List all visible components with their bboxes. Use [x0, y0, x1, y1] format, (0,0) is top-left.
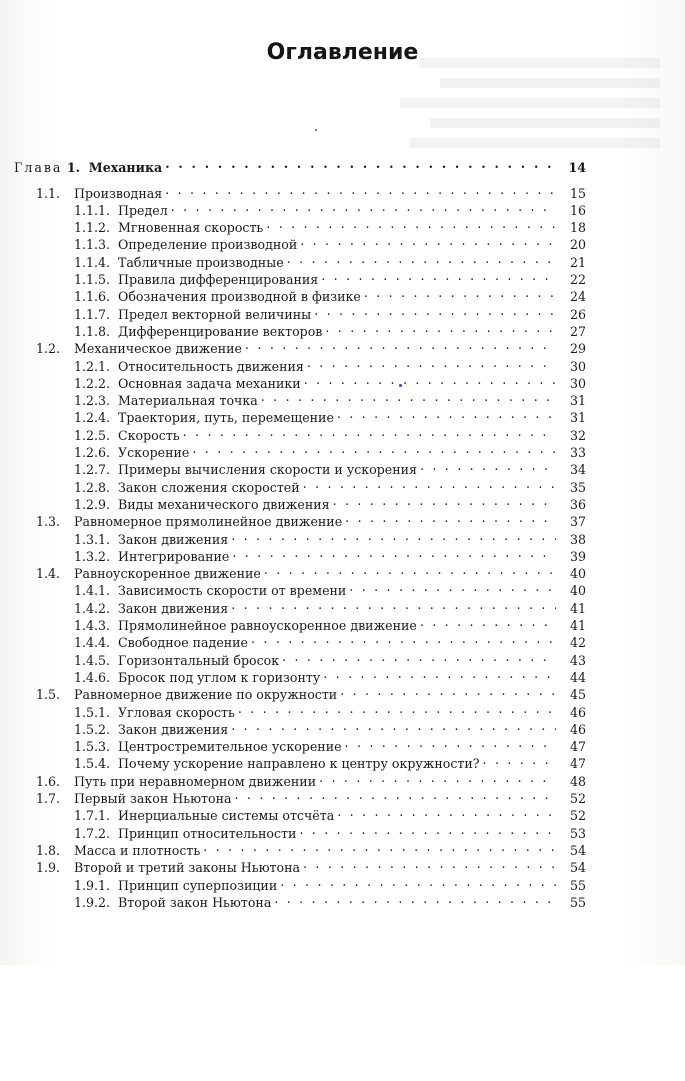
subsection-title: Основная задача механики — [118, 375, 301, 391]
subsection-number: 1.7.2. — [74, 825, 111, 841]
subsection-title: Скорость — [118, 427, 180, 443]
subsection-number: 1.1.8. — [74, 323, 111, 339]
page-number: 46 — [569, 721, 586, 737]
toc-subsection-row[interactable] — [74, 803, 586, 824]
subsection-title: Виды механического движения — [118, 496, 330, 512]
page-number: 38 — [569, 531, 586, 547]
section-number: 1.8. — [36, 842, 61, 858]
toc-section-row[interactable] — [36, 336, 586, 357]
bleed-through-text — [0, 0, 685, 160]
toc-subsection-row[interactable] — [74, 700, 586, 720]
toc-section-row[interactable] — [36, 181, 586, 201]
section-number: 1.7. — [36, 791, 61, 806]
subsection-number: 1.2.9. — [74, 496, 111, 512]
section-title: Производная — [74, 185, 163, 201]
toc-subsection-row[interactable] — [74, 440, 586, 460]
dot-leader — [307, 354, 556, 371]
section-title: Первый закон Ньютона — [74, 791, 232, 806]
subsection-title: Правила дифференцирования — [118, 272, 319, 287]
page-number: 47 — [569, 756, 586, 772]
subsection-title: Почему ускорение направлено к центру окружности? — [118, 756, 480, 772]
subsection-title: Ускорение — [118, 445, 190, 460]
subsection-title: Траектория, путь, перемещение — [118, 410, 334, 426]
dot-leader — [420, 457, 556, 474]
dot-leader — [333, 492, 556, 509]
subsection-number: 1.1.6. — [74, 289, 111, 305]
subsection-title: Мгновенная скорость — [118, 220, 264, 236]
dot-leader — [245, 336, 556, 353]
toc-subsection-row[interactable] — [74, 527, 586, 547]
toc-subsection-row[interactable] — [74, 613, 586, 633]
subsection-title: Относительность движения — [118, 358, 304, 374]
page-number: 54 — [569, 860, 586, 876]
dot-leader — [251, 630, 556, 647]
page-number: 53 — [569, 825, 586, 841]
page-number: 30 — [569, 375, 586, 391]
dot-leader — [238, 700, 556, 717]
subsection-number: 1.3.1. — [74, 531, 111, 547]
toc-section-row[interactable] — [36, 561, 586, 582]
section-number: 1.4. — [36, 566, 61, 582]
page-number: 44 — [569, 669, 586, 685]
toc-subsection-row[interactable] — [74, 890, 586, 910]
dot-leader — [287, 250, 556, 267]
toc-subsection-row[interactable] — [74, 475, 586, 495]
toc-subsection-row[interactable] — [74, 405, 586, 426]
subsection-number: 1.5.2. — [74, 721, 111, 737]
page-number: 36 — [569, 496, 586, 512]
subsection-title: Закон сложения скоростей — [118, 479, 300, 495]
toc-subsection-row[interactable] — [74, 751, 586, 772]
toc-chapter-row[interactable] — [14, 155, 586, 175]
section-number: 1.3. — [36, 514, 61, 530]
subsection-number: 1.2.3. — [74, 393, 111, 409]
subsection-title: Центростремительное ускорение — [118, 739, 342, 755]
subsection-title: Закон движения — [118, 531, 229, 547]
subsection-number: 1.9.2. — [74, 894, 111, 910]
page-number: 26 — [569, 306, 586, 322]
dot-leader — [231, 717, 556, 734]
subsection-title: Обозначения производной в физике — [118, 289, 361, 305]
section-number: 1.5. — [36, 687, 61, 703]
dot-leader — [300, 232, 556, 249]
dot-leader — [231, 527, 556, 544]
subsection-number: 1.1.1. — [74, 202, 111, 218]
section-title: Равноускоренное движение — [74, 566, 261, 582]
page-number: 24 — [569, 289, 586, 305]
page-number: 46 — [569, 704, 586, 720]
subsection-number: 1.5.4. — [74, 756, 111, 772]
subsection-number: 1.7.1. — [74, 808, 111, 824]
subsection-title: Зависимость скорости от времени — [118, 583, 347, 599]
toc-subsection-row[interactable] — [74, 544, 586, 564]
subsection-title: Табличные производные — [118, 254, 284, 270]
dot-leader — [203, 838, 556, 855]
toc-subsection-row[interactable] — [74, 821, 586, 841]
subsection-number: 1.4.1. — [74, 583, 111, 599]
subsection-number: 1.4.4. — [74, 635, 111, 651]
page-number: 31 — [569, 410, 586, 426]
toc-subsection-row[interactable] — [74, 630, 586, 651]
subsection-number: 1.1.3. — [74, 237, 111, 253]
toc-subsection-row[interactable] — [74, 319, 586, 339]
dot-leader — [483, 751, 556, 768]
toc-subsection-row[interactable] — [74, 873, 586, 893]
subsection-number: 1.3.2. — [74, 548, 111, 564]
section-number: 1.9. — [36, 860, 61, 876]
subsection-title: Принцип относительности — [118, 825, 297, 841]
subsection-title: Примеры вычисления скорости и ускорения — [118, 462, 417, 478]
page-number: 43 — [569, 652, 586, 668]
dot-leader — [323, 665, 556, 682]
toc-section-row[interactable] — [36, 509, 586, 530]
chapter-title: Механика — [88, 160, 163, 175]
subsection-number: 1.4.6. — [74, 669, 111, 685]
toc-subsection-row[interactable] — [74, 371, 586, 391]
dot-leader — [321, 267, 556, 284]
subsection-title: Угловая скорость — [118, 704, 235, 720]
toc-subsection-row[interactable] — [74, 232, 586, 253]
subsection-title: Интегрирование — [118, 548, 230, 564]
subsection-number: 1.2.2. — [74, 375, 111, 391]
page-number: 45 — [569, 687, 586, 703]
subsection-number: 1.1.7. — [74, 306, 111, 322]
subsection-number: 1.2.6. — [74, 445, 111, 460]
section-number: 1.6. — [36, 773, 61, 789]
page-number: 18 — [569, 220, 586, 236]
subsection-number: 1.1.5. — [74, 272, 111, 287]
page-title: Оглавление — [266, 40, 419, 65]
subsection-title: Второй закон Ньютона — [118, 894, 272, 910]
toc-section-row[interactable] — [36, 682, 586, 703]
page-number: 34 — [569, 462, 586, 478]
chapter-page-number: 14 — [568, 160, 586, 175]
page-number: 27 — [569, 323, 586, 339]
subsection-number: 1.5.3. — [74, 739, 111, 755]
page-bottom-margin — [0, 965, 685, 1081]
subsection-number: 1.4.3. — [74, 618, 111, 633]
subsection-number: 1.2.8. — [74, 479, 111, 495]
dot-leader — [192, 440, 556, 457]
dot-leader — [337, 405, 556, 422]
dot-leader — [165, 181, 556, 198]
page-number: 31 — [569, 393, 586, 409]
page-number: 32 — [569, 427, 586, 443]
page-number: 42 — [569, 635, 586, 651]
dot-leader — [183, 423, 556, 440]
page-number: 22 — [569, 272, 586, 287]
dot-leader — [314, 302, 556, 319]
subsection-number: 1.4.2. — [74, 600, 111, 616]
page-number: 52 — [569, 808, 586, 824]
ink-mark — [399, 384, 402, 387]
dot-leader — [282, 648, 556, 665]
dot-leader — [349, 578, 556, 595]
subsection-title: Горизонтальный бросок — [118, 652, 280, 668]
dot-leader — [303, 855, 556, 872]
subsection-title: Предел векторной величины — [118, 306, 312, 322]
page-number: 54 — [569, 842, 586, 858]
toc-subsection-row[interactable] — [74, 250, 586, 270]
dot-leader — [337, 803, 556, 820]
dot-leader — [299, 821, 556, 838]
subsection-title: Инерциальные системы отсчёта — [118, 808, 335, 824]
dot-leader — [303, 475, 556, 492]
dot-leader — [264, 561, 556, 578]
toc-subsection-row[interactable] — [74, 423, 586, 443]
dot-leader — [325, 319, 556, 336]
subsection-title: Закон движения — [118, 721, 229, 737]
page-number: 47 — [569, 739, 586, 755]
dot-leader — [266, 215, 556, 232]
page-number: 16 — [569, 202, 586, 218]
toc-subsection-row[interactable] — [74, 354, 586, 374]
toc-subsection-row[interactable] — [74, 198, 586, 218]
dot-leader — [319, 769, 556, 786]
toc-subsection-row[interactable] — [74, 734, 586, 755]
dot-leader — [345, 734, 556, 751]
toc-subsection-row[interactable] — [74, 284, 586, 305]
dot-leader — [232, 544, 556, 561]
chapter-number: 1. — [66, 160, 80, 175]
subsection-number: 1.2.1. — [74, 358, 111, 374]
page-number: 35 — [569, 479, 586, 495]
subsection-title: Принцип суперпозиции — [118, 877, 278, 893]
page-number: 30 — [569, 358, 586, 374]
dot-leader — [165, 155, 556, 172]
toc-subsection-row[interactable] — [74, 578, 586, 599]
toc-subsection-row[interactable] — [74, 717, 586, 737]
page-number: 15 — [569, 185, 586, 201]
subsection-number: 1.1.2. — [74, 220, 111, 236]
toc-subsection-row[interactable] — [74, 648, 586, 668]
page-number: 21 — [569, 254, 586, 270]
page-number: 40 — [569, 566, 586, 582]
toc-subsection-row[interactable] — [74, 665, 586, 685]
page-number: 29 — [569, 341, 586, 357]
toc-subsection-row[interactable] — [74, 492, 586, 512]
page-number: 52 — [569, 791, 586, 806]
section-number: 1.1. — [36, 185, 61, 201]
dot-leader — [364, 284, 556, 301]
page-number: 41 — [569, 600, 586, 616]
subsection-number: 1.5.1. — [74, 704, 111, 720]
dot-leader — [345, 509, 556, 526]
dot-leader — [420, 613, 556, 630]
dot-leader — [171, 198, 556, 215]
subsection-title: Бросок под углом к горизонту — [118, 669, 321, 685]
section-number: 1.2. — [36, 341, 61, 357]
subsection-number: 1.2.4. — [74, 410, 111, 426]
dot-leader — [340, 682, 556, 699]
chapter-word: Глава 1. — [14, 160, 80, 175]
toc-subsection-row[interactable] — [74, 267, 586, 287]
page-number: 39 — [569, 548, 586, 564]
subsection-title: Предел — [118, 202, 168, 218]
subsection-number: 1.2.5. — [74, 427, 111, 443]
subsection-title: Закон движения — [118, 600, 229, 616]
page-number: 37 — [569, 514, 586, 530]
subsection-title: Прямолинейное равноускоренное движение — [118, 618, 417, 633]
dot-leader — [280, 873, 556, 890]
subsection-title: Дифференцирование векторов — [118, 323, 323, 339]
toc-subsection-row[interactable] — [74, 457, 586, 478]
toc-subsection-row[interactable] — [74, 388, 586, 409]
dot-leader — [231, 596, 556, 613]
section-title: Равномерное движение по окружности — [74, 687, 338, 703]
toc-subsection-row[interactable] — [74, 215, 586, 236]
toc-subsection-row[interactable] — [74, 302, 586, 322]
dot-leader — [304, 371, 556, 388]
section-title: Путь при неравномерном движении — [74, 773, 317, 789]
section-title: Масса и плотность — [74, 842, 201, 858]
dot-leader — [261, 388, 556, 405]
subsection-title: Материальная точка — [118, 393, 258, 409]
ink-speck — [315, 129, 317, 131]
page-number: 20 — [569, 237, 586, 253]
subsection-number: 1.9.1. — [74, 877, 111, 893]
subsection-number: 1.2.7. — [74, 462, 111, 478]
subsection-number: 1.1.4. — [74, 254, 111, 270]
page-number: 40 — [569, 583, 586, 599]
toc-section-row[interactable] — [36, 838, 586, 858]
section-title: Механическое движение — [74, 341, 243, 357]
subsection-title: Определение производной — [118, 237, 298, 253]
toc-section-row[interactable] — [36, 769, 586, 789]
page-number: 41 — [569, 618, 586, 633]
toc-section-row[interactable] — [36, 855, 586, 876]
page-number: 33 — [569, 445, 586, 460]
dot-leader — [274, 890, 556, 907]
section-title: Равномерное прямолинейное движение — [74, 514, 343, 530]
toc-subsection-row[interactable] — [74, 596, 586, 616]
subsection-title: Свободное падение — [118, 635, 249, 651]
toc-section-row[interactable] — [36, 786, 586, 806]
dot-leader — [235, 786, 557, 803]
page-number: 55 — [569, 877, 586, 893]
page-number: 48 — [569, 773, 586, 789]
subsection-number: 1.4.5. — [74, 652, 111, 668]
page-number: 55 — [569, 894, 586, 910]
section-title: Второй и третий законы Ньютона — [74, 860, 300, 876]
